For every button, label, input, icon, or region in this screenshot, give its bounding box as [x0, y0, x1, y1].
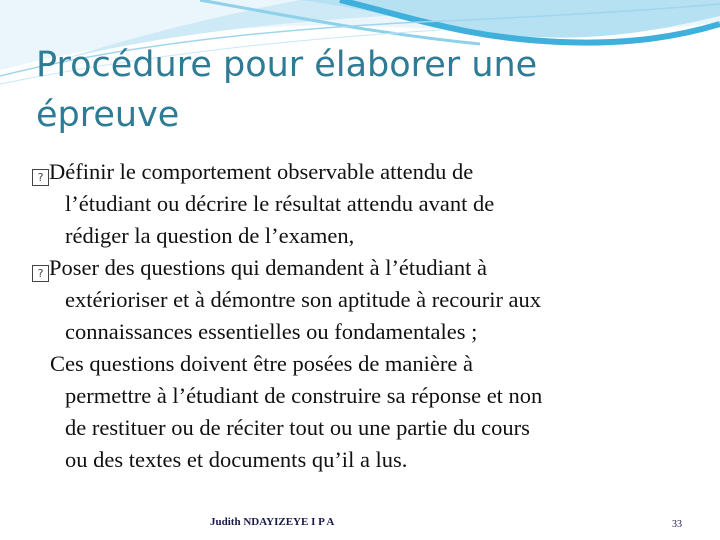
paragraph-line: ou des textes et documents qu’il a lus.	[65, 447, 408, 472]
paragraph-line: Ces questions doivent être posées de manière à	[50, 351, 473, 376]
paragraph-line: extérioriser et à démontre son aptitude à recourir aux	[65, 287, 542, 312]
bullet-paragraph	[32, 252, 692, 348]
paragraph-line: de restituer ou de réciter tout ou une partie du cours	[65, 415, 530, 440]
paragraph-line: permettre à l’étudiant de construire sa réponse et non	[65, 383, 543, 408]
page-number: 33	[672, 519, 682, 530]
plain-paragraph	[32, 348, 692, 476]
bullet-box-icon: ?	[32, 169, 49, 186]
paragraph-line: l’étudiant ou décrire le résultat attendu avant de	[65, 191, 495, 216]
slide-title-line: épreuve	[36, 95, 180, 135]
bullet-paragraph	[32, 156, 692, 252]
slide-body	[32, 156, 692, 476]
paragraph-line: rédiger la question de l’examen,	[65, 223, 355, 248]
footer-author: Judith NDAYIZEYE I P A	[210, 516, 335, 528]
paragraph-line: connaissances essentielles ou fondamentales ;	[65, 319, 478, 344]
bullet-box-icon: ?	[32, 265, 49, 282]
paragraph-line: Poser des questions qui demandent à l’étudiant à	[49, 255, 488, 280]
paragraph-line: Définir le comportement observable attendu de	[49, 159, 474, 184]
slide-title	[36, 40, 676, 140]
slide-title-line: Procédure pour élaborer une	[36, 45, 538, 85]
